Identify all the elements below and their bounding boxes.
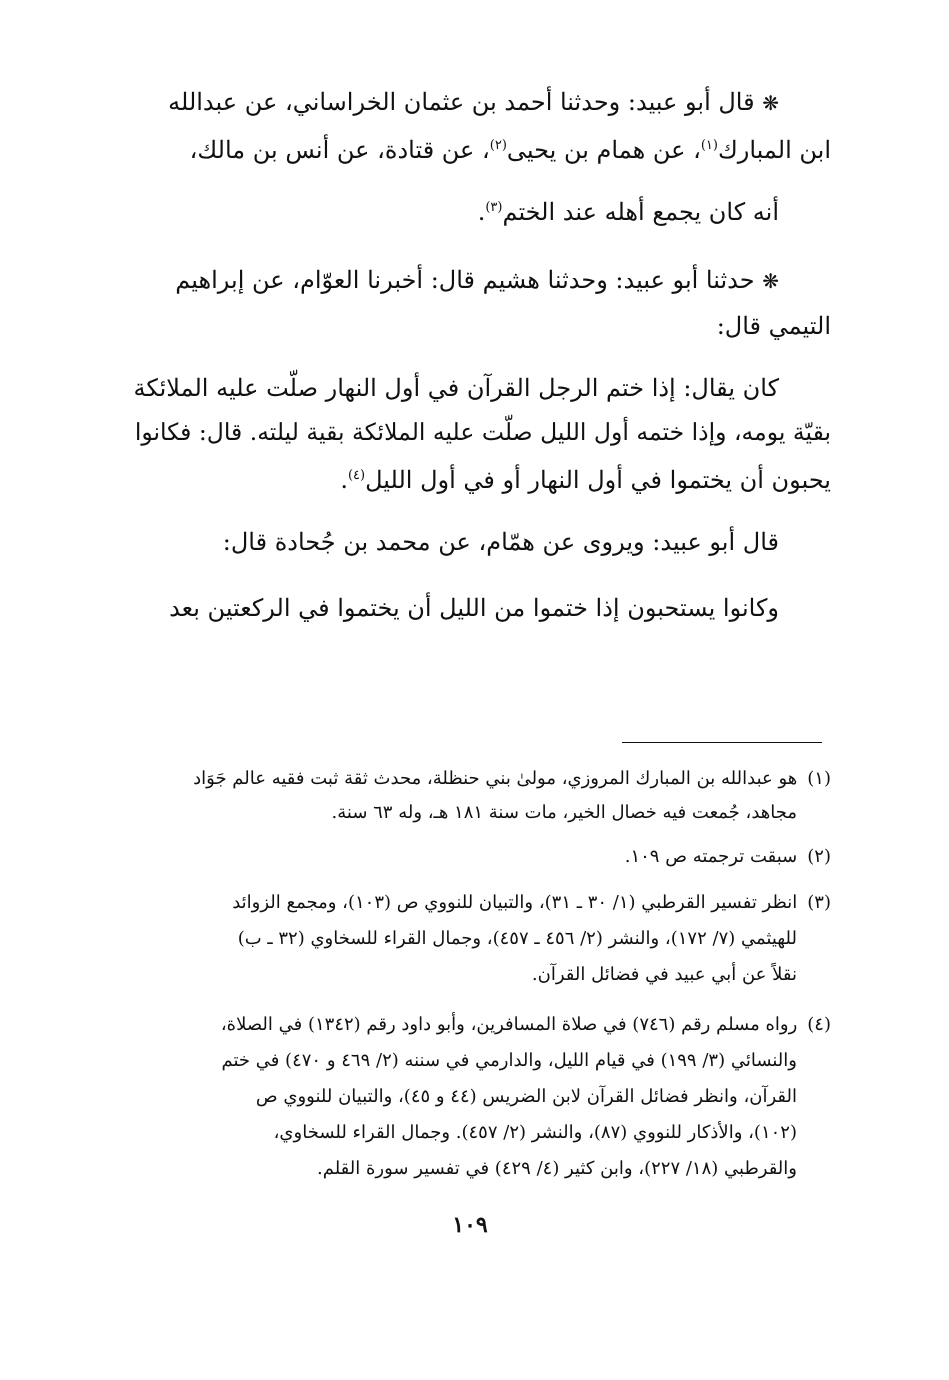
paragraph-1-text-2a: ابن المبارك <box>717 136 831 164</box>
footnote-4-text-5: والقرطبي (١٨/ ٢٢٧)، وابن كثير (٤/ ٤٢٩) في تفسير سورة القلم. <box>317 1158 797 1179</box>
footnote-1-text-2: مجاهد، جُمعت فيه خصال الخير، مات سنة ١٨١ هـ، وله ٦٣ سنة. <box>331 802 797 823</box>
footnote-4-text-4: (١٠٢)، والأذكار للنووي (٨٧)، والنشر (٢/ ٤٥٧). وجمال القراء للسخاوي، <box>273 1122 797 1143</box>
paragraph-4-end: . <box>340 466 348 494</box>
asterisk-ornament-icon: ❋ <box>762 91 779 115</box>
footnote-3-line-2 <box>97 926 831 952</box>
footnote-3-text-2: للهيثمي (٧/ ١٧٢)، والنشر (٢/ ٤٥٦ ـ ٤٥٧)، وجمال القراء للسخاوي (٣٢ ـ ب) <box>237 928 797 949</box>
paragraph-4-text-1: كان يقال: إذا ختم الرجل القرآن في أول النهار صلّت عليه الملائكة <box>133 374 779 402</box>
footnote-3-text-3: نقلاً عن أبي عبيد في فضائل القرآن. <box>531 964 797 985</box>
footnote-2-number: (٢) <box>807 846 831 867</box>
footnote-1-line-2 <box>97 800 831 826</box>
footnote-4-number: (٤) <box>807 1014 831 1035</box>
footnote-3-line-3 <box>97 962 831 988</box>
paragraph-3-line-1 <box>79 264 831 297</box>
footnote-2-text-1: سبقت ترجمته ص ١٠٩. <box>624 846 798 867</box>
footnote-4-line-5 <box>97 1156 831 1182</box>
paragraph-5-text-1: قال أبو عبيد: ويروى عن همّام، عن محمد بن جُحادة قال: <box>222 528 779 556</box>
footnote-4-text-3: القرآن، وانظر فضائل القرآن لابن الضريس (٤٤ و ٤٥)، والتبيان للنووي ص <box>255 1086 797 1107</box>
footnote-1-text-1: هو عبدالله بن المبارك المروزي، مولىٰ بني حنظلة، محدث ثقة ثبت فقيه عالم جَوَاد <box>193 768 798 789</box>
footnote-4-line-3 <box>97 1084 831 1110</box>
footnote-3-line-1 <box>131 890 831 916</box>
footnote-4-line-4 <box>97 1120 831 1146</box>
paragraph-4-line-1 <box>79 372 831 404</box>
paragraph-4-line-2 <box>131 416 831 448</box>
paragraph-5-line-1 <box>79 526 831 558</box>
footnote-2-line-1 <box>131 844 831 870</box>
paragraph-1-text-2c: ، عن قتادة، عن أنس بن مالك، <box>189 136 490 164</box>
footnote-4-line-1 <box>131 1012 831 1038</box>
footnote-separator <box>622 742 822 743</box>
paragraph-4-line-3 <box>131 460 831 496</box>
asterisk-ornament-icon: ❋ <box>762 269 779 293</box>
footnote-1-number: (١) <box>807 768 831 789</box>
paragraph-3-text-1: حدثنا أبو عبيد: وحدثنا هشيم قال: أخبرنا العوّام، عن إبراهيم <box>175 266 755 294</box>
paragraph-1-text-2b: ، عن همام بن يحيى <box>506 136 701 164</box>
footnote-ref-1[interactable]: (١) <box>700 138 718 153</box>
footnote-4-line-2 <box>97 1048 831 1074</box>
footnote-ref-4[interactable]: (٤) <box>347 468 366 483</box>
paragraph-3-text-2: التيمي قال: <box>716 312 831 340</box>
paragraph-3-line-2 <box>131 310 831 342</box>
footnote-3-text-1: انظر تفسير القرطبي (١/ ٣٠ ـ ٣١)، والتبيان للنووي ص (١٠٣)، ومجمع الزوائد <box>232 892 798 913</box>
paragraph-4-text-2: بقيّة يومه، وإذا ختمه أول الليل صلّت عليه الملائكة بقية ليلته. قال: فكانوا <box>134 418 831 446</box>
footnote-ref-2[interactable]: (٢) <box>489 138 507 153</box>
paragraph-6-line-1 <box>79 592 831 624</box>
paragraph-1-text-1: قال أبو عبيد: وحدثنا أحمد بن عثمان الخراساني، عن عبدالله <box>168 88 755 116</box>
page-number: ١٠٩ <box>452 1212 488 1238</box>
footnote-4-text-2: والنسائي (٣/ ١٩٩) في قيام الليل، والدارمي في سننه (٢/ ٤٦٩ و ٤٧٠) في ختم <box>221 1050 797 1071</box>
paragraph-2-text: أنه كان يجمع أهله عند الختم <box>502 198 779 226</box>
paragraph-4-text-3: يحبون أن يختموا في أول النهار أو في أول الليل <box>365 466 831 494</box>
paragraph-2-end: . <box>477 198 486 226</box>
footnote-1-line-1 <box>131 766 831 792</box>
paragraph-2-line-1 <box>79 192 831 228</box>
paragraph-6-text-1: وكانوا يستحبون إذا ختموا من الليل أن يختموا في الركعتين بعد <box>169 594 779 622</box>
paragraph-1-line-1 <box>79 86 831 119</box>
footnote-4-text-1: رواه مسلم رقم (٧٤٦) في صلاة المسافرين، وأبو داود رقم (١٣٤٢) في الصلاة، <box>220 1014 798 1035</box>
footnote-3-number: (٣) <box>807 892 831 913</box>
footnote-ref-3[interactable]: (٣) <box>485 200 503 215</box>
paragraph-1-line-2 <box>131 130 831 166</box>
